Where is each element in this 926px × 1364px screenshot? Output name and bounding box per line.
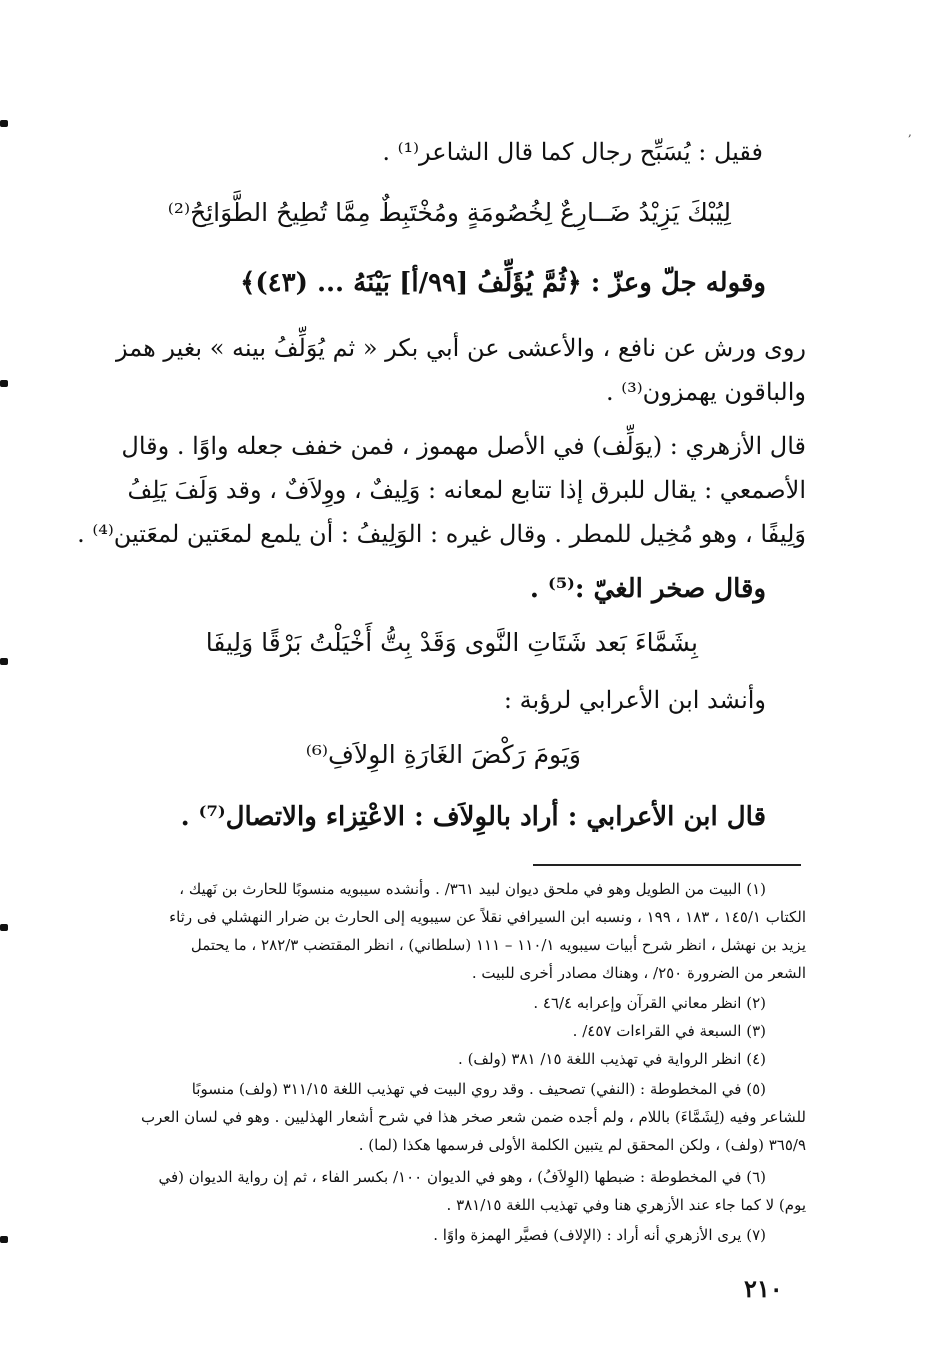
footnote-line: يزيد بن نهشل ، انظر شرح أبيات سيبويه ١١٠/١ – ١١١ (سلطاني) ، انظر المقتضب ٢٨٢/٣ ، ما يحتمل	[190, 936, 806, 954]
text-line: قال الأزهري : (يوَلِّف) في الأصل مهموز ، فمن خفف جعله واوًا . وقال	[121, 432, 806, 460]
page-number: ٢١٠	[744, 1274, 783, 1303]
margin-tick: ,	[908, 125, 912, 139]
text-line: وَلِيفًا ، وهو مُخِيل للمطر . وقال غيره : الوَلِيفُ : أن يلمع لمعَتين لمعَتين⁽⁴⁾ .	[77, 520, 806, 548]
scan-edge-mark	[0, 658, 8, 665]
footnote-line: (٥) في المخطوطة : (النفي) تصحيف . وقد روي البيت في تهذيب اللغة ٣١١/١٥ (ولف) منسوبًا	[191, 1080, 766, 1098]
footnote-line: (١) البيت من الطويل وهو في ملحق ديوان لبيد ٣٦١/ . وأنشده سيبويه منسوبًا للحارث بن نَهيك ،	[179, 880, 766, 898]
scan-edge-mark	[0, 1236, 8, 1243]
footnote-line: (٤) انظر الرواية في تهذيب اللغة ١٥/ ٣٨١ (ولف) .	[458, 1050, 766, 1068]
scan-edge-mark	[0, 120, 8, 127]
section-heading: وقال صخر الغيّ :⁽⁵⁾ .	[529, 574, 766, 604]
footnote-line: للشاعر وفيه (لِشَمَّاءَ) باللام ، ولم أجده ضمن شعر صخر هذا في شرح أشعار الهذليين . وهو في لسان العرب	[141, 1108, 806, 1126]
scan-edge-mark	[0, 924, 8, 931]
text-line: فقيل : يُسَبِّح رجال كما قال الشاعر⁽¹⁾ .	[382, 138, 763, 166]
text-line: الأصمعي : يقال للبرق إذا تتابع لمعانه : وَلِيفٌ ، ووِلاَفٌ ، وقد وَلَفَ يَلِفُ	[127, 476, 806, 504]
section-heading: وقوله جلّ وعزّ : ﴿ثُمَّ يُؤَلِّفُ [٩٩/أ] بَيْنَهُ ... (٤٣)﴾	[240, 268, 766, 298]
text-line: روى ورش عن نافع ، والأعشى عن أبي بكر « ثم يُوَلِّفُ بينه » بغير همز	[115, 334, 806, 362]
text-line: وأنشد ابن الأعرابي لرؤبة :	[503, 686, 766, 714]
poetry-verse: لِيُبْكَ يَزِيْدُ ضَــارِعٌ لِخُصُومَةٍ ومُخْتَبِطٌ مِمَّا تُطِيحُ الطَّوَائِحُ⁽²⁾	[167, 198, 731, 227]
footnote-line: (٦) في المخطوطة : ضبطها (الوِلاَفُ) ، وهو في الديوان ١٠٠/ بكسر الفاء ، ثم إن رواية الديوان (في	[158, 1168, 766, 1186]
footnote-line: (٣) السبعة في القراءات ٤٥٧/ .	[572, 1022, 766, 1040]
footnote-separator	[533, 864, 801, 866]
section-heading: قال ابن الأعرابي : أراد بالوِلاَف : الاعْتِزاء والاتصال⁽⁷⁾ .	[180, 802, 766, 832]
poetry-verse: بِشَمَّاءَ بَعد شَتَاتِ النَّوى وَقَدْ بِتُّ أَخْيَلْتُ بَرْقًا وَلِيفَا	[205, 628, 698, 657]
footnote-line: الكتاب ١٤٥/١ ، ١٨٣ ، ١٩٩ ، ونسبه ابن السيرافي نقلاً عن سيبويه إلى الحارث بن ضرار النهشلي فى رثاء	[169, 908, 806, 926]
footnote-line: (٢) انظر معاني القرآن وإعرابه ٤٦/٤ .	[533, 994, 766, 1012]
footnote-line: ٣٦٥/٩ (ولف) ، ولكن المحقق لم يتبين الكلمة الأولى فرسمها هكذا (لما) .	[358, 1136, 806, 1154]
text-line: والباقون يهمزون⁽³⁾ .	[606, 378, 806, 406]
poetry-verse: وَيَومَ رَكْضَ الغَارَةِ الوِلاَفِ⁽⁶⁾	[305, 740, 581, 769]
footnote-line: يوم) لا كما جاء عند الأزهري هنا وفي تهذيب اللغة ٣٨١/١٥ .	[446, 1196, 806, 1214]
scan-edge-mark	[0, 380, 8, 387]
footnote-line: (٧) يرى الأزهري أنه أراد : (الإلاف) فصيَّر الهمزة واوًا .	[433, 1226, 766, 1244]
footnote-line: الشعر من الضرورة ٢٥٠/ ، وهناك مصادر أخرى للبيت .	[471, 964, 806, 982]
